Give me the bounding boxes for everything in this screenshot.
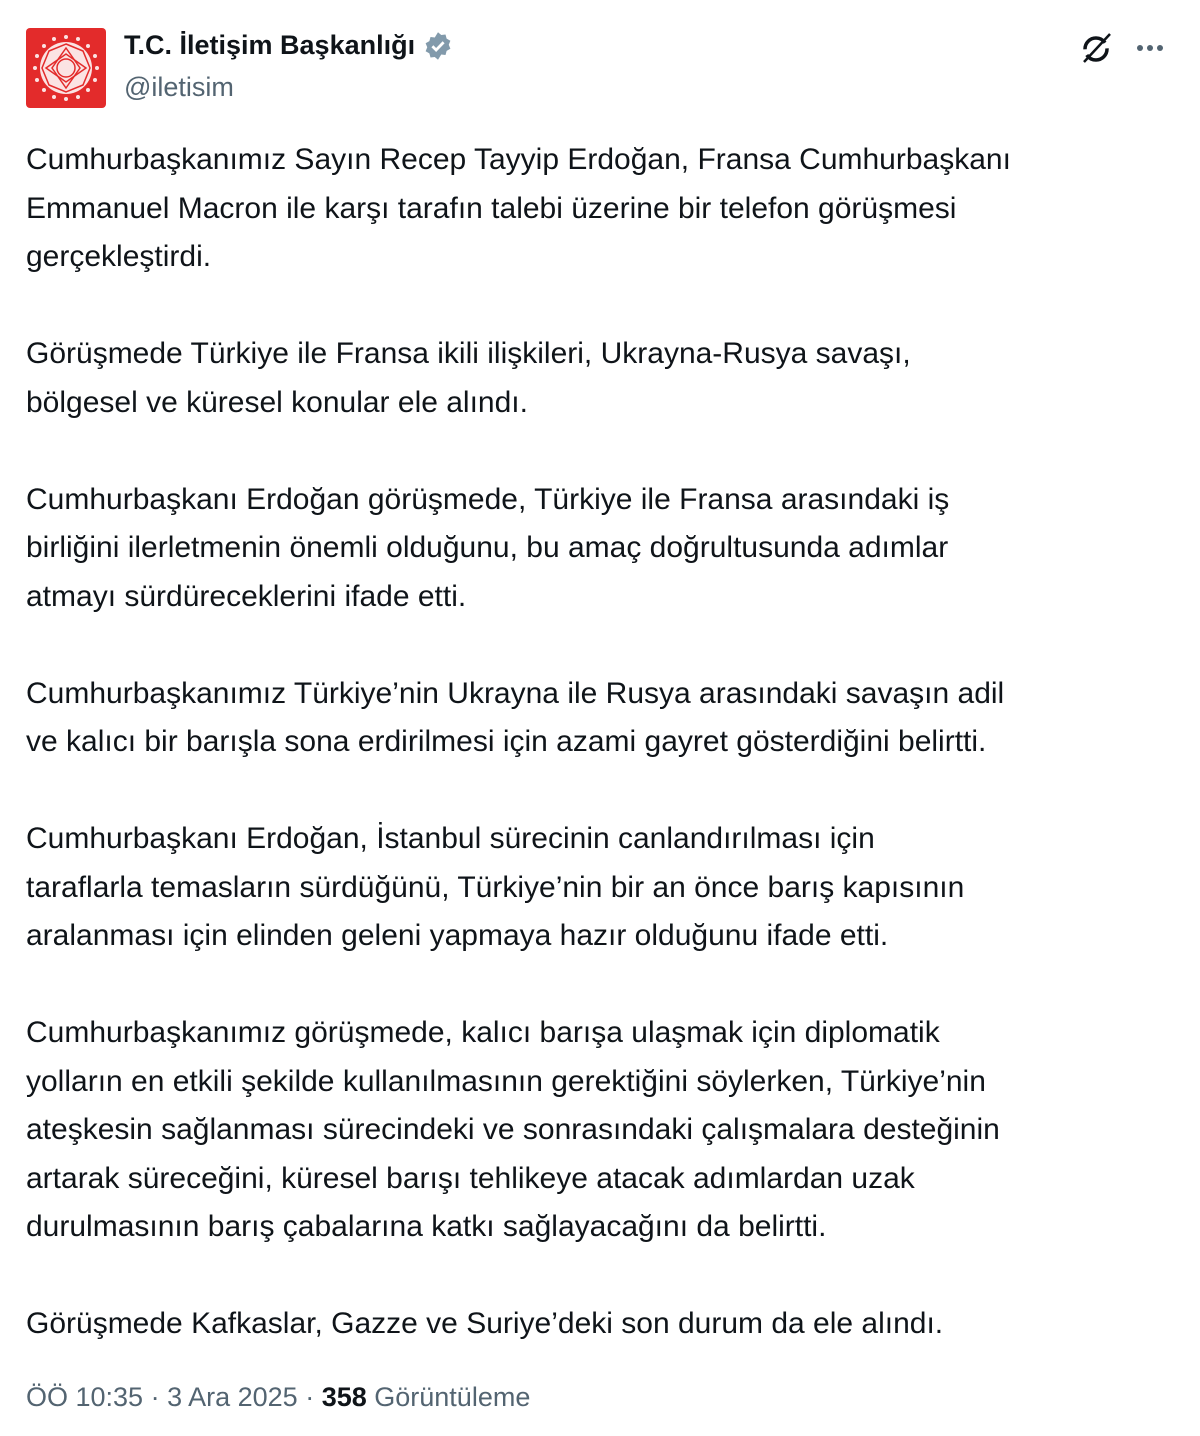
views-label: Görüntüleme	[366, 1382, 531, 1412]
text-line: Görüşmede Türkiye ile Fransa ikili ilişkileri, Ukrayna-Rusya savaşı,	[26, 337, 911, 370]
paragraph	[26, 1009, 1011, 1252]
paragraph	[26, 670, 1011, 767]
grok-icon[interactable]	[1078, 30, 1114, 66]
text-line: ateşkesin sağlanması sürecindeki ve sonrasındaki çalışmalara desteğinin	[26, 1113, 1000, 1146]
text-line: bölgesel ve küresel konular ele alındı.	[26, 385, 528, 419]
text-line: gerçekleştirdi.	[26, 240, 212, 273]
text-line: Cumhurbaşkanımız Sayın Recep Tayyip Erdoğan, Fransa Cumhurbaşkanı	[26, 143, 1011, 176]
author-name[interactable]	[124, 30, 453, 61]
text-line: birliğini ilerletmenin önemli olduğunu, bu amaç doğrultusunda adımlar	[26, 531, 949, 564]
text-line: artarak süreceğini, küresel barışı tehlikeye atacak adımlardan uzak	[26, 1161, 915, 1195]
separator: ·	[143, 1382, 168, 1412]
tweet-text	[26, 136, 1011, 1397]
author-handle[interactable]: @iletisim	[124, 72, 234, 102]
text-line: taraflarla temasların sürdüğünü, Türkiye’nin bir an önce barış kapısının	[26, 870, 965, 904]
paragraph	[26, 136, 1011, 282]
paragraph	[26, 476, 1011, 622]
text-line: durulmasının barış çabalarına katkı sağlayacağını da belirtti.	[26, 1210, 827, 1243]
separator: ·	[297, 1382, 322, 1412]
text-line: Cumhurbaşkanı Erdoğan, İstanbul sürecinin canlandırılması için	[26, 822, 875, 855]
text-line: Görüşmede Kafkaslar, Gazze ve Suriye’deki son durum da ele alındı.	[26, 1307, 944, 1340]
text-line: Cumhurbaşkanımız görüşmede, kalıcı barışa ulaşmak için diplomatik	[26, 1016, 940, 1049]
verified-badge-icon	[423, 31, 453, 61]
tweet-meta	[26, 1382, 530, 1413]
more-options-icon[interactable]	[1132, 32, 1168, 64]
view-count: 358	[321, 1382, 367, 1412]
text-line: yolların en etkili şekilde kullanılmasının gerektiğini söylerken, Türkiye’nin	[26, 1064, 986, 1098]
avatar[interactable]	[26, 28, 106, 108]
emblem-logo-icon	[32, 34, 100, 102]
paragraph	[26, 1300, 1011, 1349]
text-line: Emmanuel Macron ile karşı tarafın talebi üzerine bir telefon görüşmesi	[26, 191, 957, 225]
paragraph	[26, 815, 1011, 961]
text-line: Cumhurbaşkanımız Türkiye’nin Ukrayna ile Rusya arasındaki savaşın adil	[26, 676, 1005, 710]
author-name-text: T.C. İletişim Başkanlığı	[124, 30, 416, 60]
paragraph	[26, 330, 1011, 427]
text-line: aralanması için elinden geleni yapmaya hazır olduğunu ifade etti.	[26, 919, 889, 952]
text-line: ve kalıcı bir barışla sona erdirilmesi için azami gayret gösterdiğini belirtti.	[26, 725, 987, 758]
text-line: atmayı sürdüreceklerini ifade etti.	[26, 579, 467, 613]
tweet-time[interactable]: ÖÖ 10:35	[26, 1382, 144, 1412]
tweet-date[interactable]: 3 Ara 2025	[167, 1382, 298, 1412]
text-line: Cumhurbaşkanı Erdoğan görüşmede, Türkiye ile Fransa arasındaki iş	[26, 482, 950, 516]
